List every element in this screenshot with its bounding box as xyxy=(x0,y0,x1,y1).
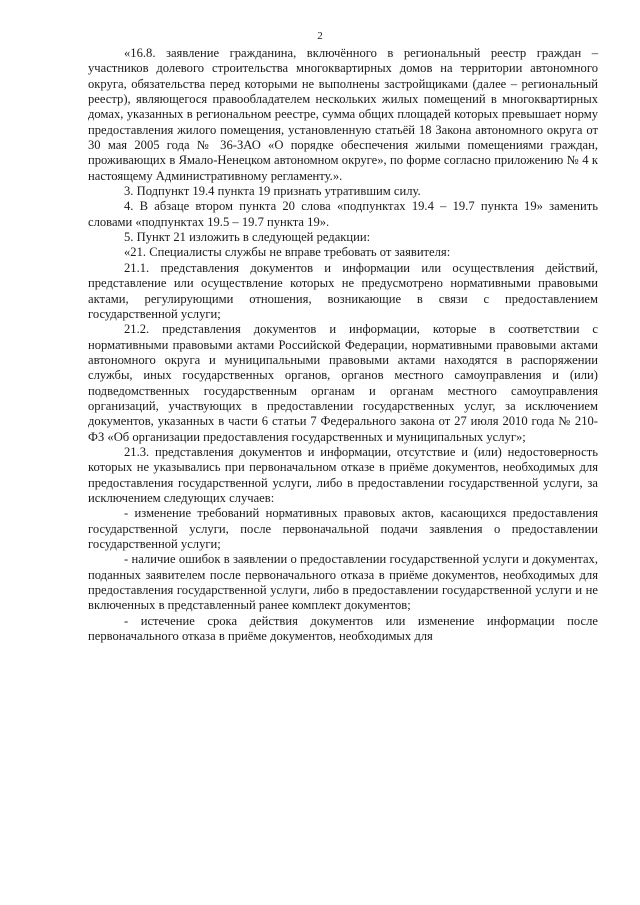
list-item-errors: - наличие ошибок в заявлении о предоставлении государственной услуги и документах, поданных заявителем после первоначального отказа в приёме документов, необходимых для предоставления государственной услуги, либо в предоставлении государственной услуги и не включенных в представленный ранее комплект документов; xyxy=(88,552,598,613)
paragraph-21-1: 21.1. представления документов и информации или осуществления действий, представление или осуществление которых не предусмотрено нормативными правовыми актами, регулирующими отношения, возникающие в связи с предоставлением государственной услуги; xyxy=(88,260,598,321)
paragraph-21: «21. Специалисты службы не вправе требовать от заявителя: xyxy=(124,245,451,260)
page-number: 2 xyxy=(317,30,323,42)
list-item-expiration: - истечение срока действия документов или изменение информации после первоначального отказа в приёме документов, необходимых для xyxy=(88,613,598,644)
document-body xyxy=(88,46,598,644)
paragraph-16-8: «16.8. заявление гражданина, включённого в региональный реестр граждан – участников долевого строительства многоквартирных домов на территории автономного округа, обязательства перед которыми не выполнены застройщиками (далее – региональный реестр), являющегося правообладателем нескольких жилых помещений в многоквартирных домах, указанных в региональном реестре, сумма общих площадей которых превышает норму предоставления жилого помещения, установленную статьёй 18 Закона автономного округа от 30 мая 2005 года № 36-ЗАО «О порядке обеспечения жилыми помещениями граждан, проживающих в Ямало-Ненецком автономном округе», по форме согласно приложению № 4 к настоящему Административному регламенту.». xyxy=(88,46,598,183)
paragraph-item-3: 3. Подпункт 19.4 пункта 19 признать утратившим силу. xyxy=(124,184,421,199)
paragraph-item-4: 4. В абзаце втором пункта 20 слова «подпунктах 19.4 – 19.7 пункта 19» заменить словами «подпунктах 19.5 – 19.7 пункта 19». xyxy=(88,199,598,229)
list-item-requirements-change: - изменение требований нормативных правовых актов, касающихся предоставления государственной услуги, после первоначальной подачи заявления о предоставлении государственной услуги; xyxy=(88,506,598,551)
paragraph-item-5: 5. Пункт 21 изложить в следующей редакции: xyxy=(124,230,371,245)
paragraph-21-2: 21.2. представления документов и информации, которые в соответствии с нормативными правовыми актами Российской Федерации, нормативными правовыми актами автономного округа и муниципальными правовыми актами находятся в распоряжении службы, иных государственных органов, органов местного самоуправления и (или) подведомственных государственным органам и органам местного самоуправления организаций, участвующих в предоставлении государственных услуг, за исключением документов, указанных в части 6 статьи 7 Федерального закона от 27 июля 2010 года № 210-ФЗ «Об организации предоставления государственных и муниципальных услуг»; xyxy=(88,322,598,444)
paragraph-21-3: 21.3. представления документов и информации, отсутствие и (или) недостоверность которых не указывались при первоначальном отказе в приёме документов, необходимых для предоставления государственной услуги, либо в предоставлении государственной услуги, за исключением следующих случаев: xyxy=(88,444,598,505)
